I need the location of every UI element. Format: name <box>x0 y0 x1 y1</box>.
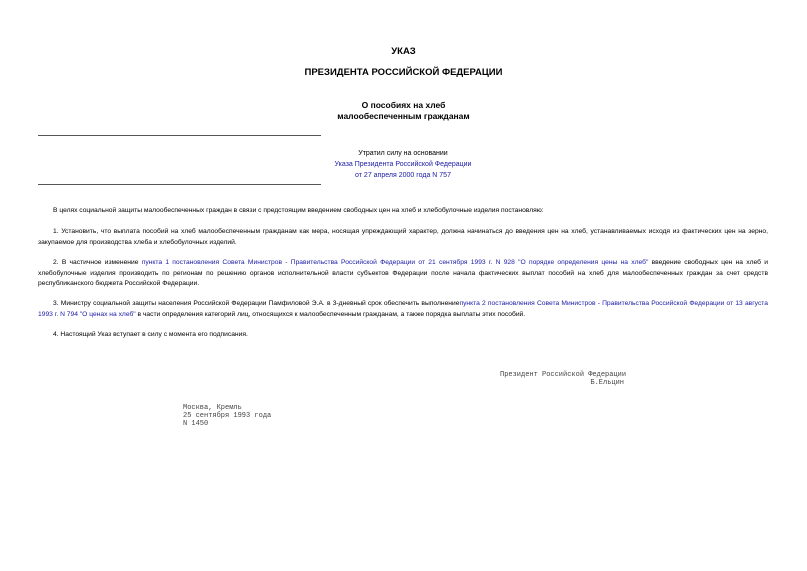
repeal-note <box>320 148 486 181</box>
paragraph-2 <box>38 258 768 290</box>
paragraph-2-text-start: 2. В частичное изменение <box>53 259 142 266</box>
repeal-decree-link-line1: Указа Президента Российской Федерации <box>334 161 472 168</box>
paragraph-3-text-end: в части определения категорий лиц, относящихся к малообеспеченным гражданам, а также порядка выплаты этих пособий. <box>135 310 526 318</box>
preamble-paragraph: В целях социальной защиты малообеспеченных граждан в связи с предстоящим введением свободных цен на хлеб и хлебобулочные изделия постановляю: <box>53 207 544 214</box>
repeal-note-text: Утратил силу на основании <box>358 150 448 157</box>
signing-place: Москва, Кремль <box>183 404 242 412</box>
signatory-position: Президент Российской Федерации <box>500 371 627 379</box>
repeal-decree-link-line2: от 27 апреля 2000 года N 757 <box>355 172 451 179</box>
document-type-title: УКАЗ <box>391 46 416 57</box>
resolution-928-link[interactable]: пункта 1 постановления Совета Министров - Правительства Российской Федерации от 21 сентября 1993 г. N 928 "О порядке определения цены на хлеб" <box>141 259 649 266</box>
paragraph-4: 4. Настоящий Указ вступает в силу с момента его подписания. <box>53 331 248 338</box>
paragraph-2-text-end: введение свободных цен на хлеб и хлебобулочные изделия производить по регионам по решению органов исполнительной власти субъектов Федерации после начала фактических выплат пособий на хлеб для малообеспеченных граждан за счет средств республиканского бюджета Российской Федерации. <box>38 259 768 288</box>
signing-date: 25 сентября 1993 года <box>183 412 272 420</box>
paragraph-3 <box>38 299 768 320</box>
repeal-decree-link[interactable] <box>320 159 486 181</box>
subject-line-1: О пособиях на хлеб <box>361 100 446 110</box>
resolution-794-link[interactable]: пункта 2 постановления Совета Министров - Правительства Российской Федерации от 13 августа 1993 г. N 794 "О ценах на хлеб" <box>38 300 768 318</box>
paragraph-3-text-start: 3. Министру социальной защиты населения Российской Федерации Памфиловой Э.А. в 3-дневный срок обеспечить выполнение <box>53 300 460 307</box>
decree-number: N 1450 <box>183 420 209 428</box>
paragraph-1: 1. Установить, что выплата пособий на хлеб малообеспеченным гражданам как мера, носящая упреждающий характер, должна начинаться до введения цен на хлеб, устанавливаемых исходя из фактических цен на зерно, закупаемое для производства хлеба и хлебобулочных изделий. <box>38 228 768 246</box>
issuer-title: ПРЕЗИДЕНТА РОССИЙСКОЙ ФЕДЕРАЦИИ <box>304 67 503 78</box>
subject-line-2: малообеспеченным гражданам <box>337 111 470 121</box>
top-divider <box>38 135 321 136</box>
signatory-name: Б.Ельцин <box>590 379 624 387</box>
bottom-divider <box>38 184 321 185</box>
